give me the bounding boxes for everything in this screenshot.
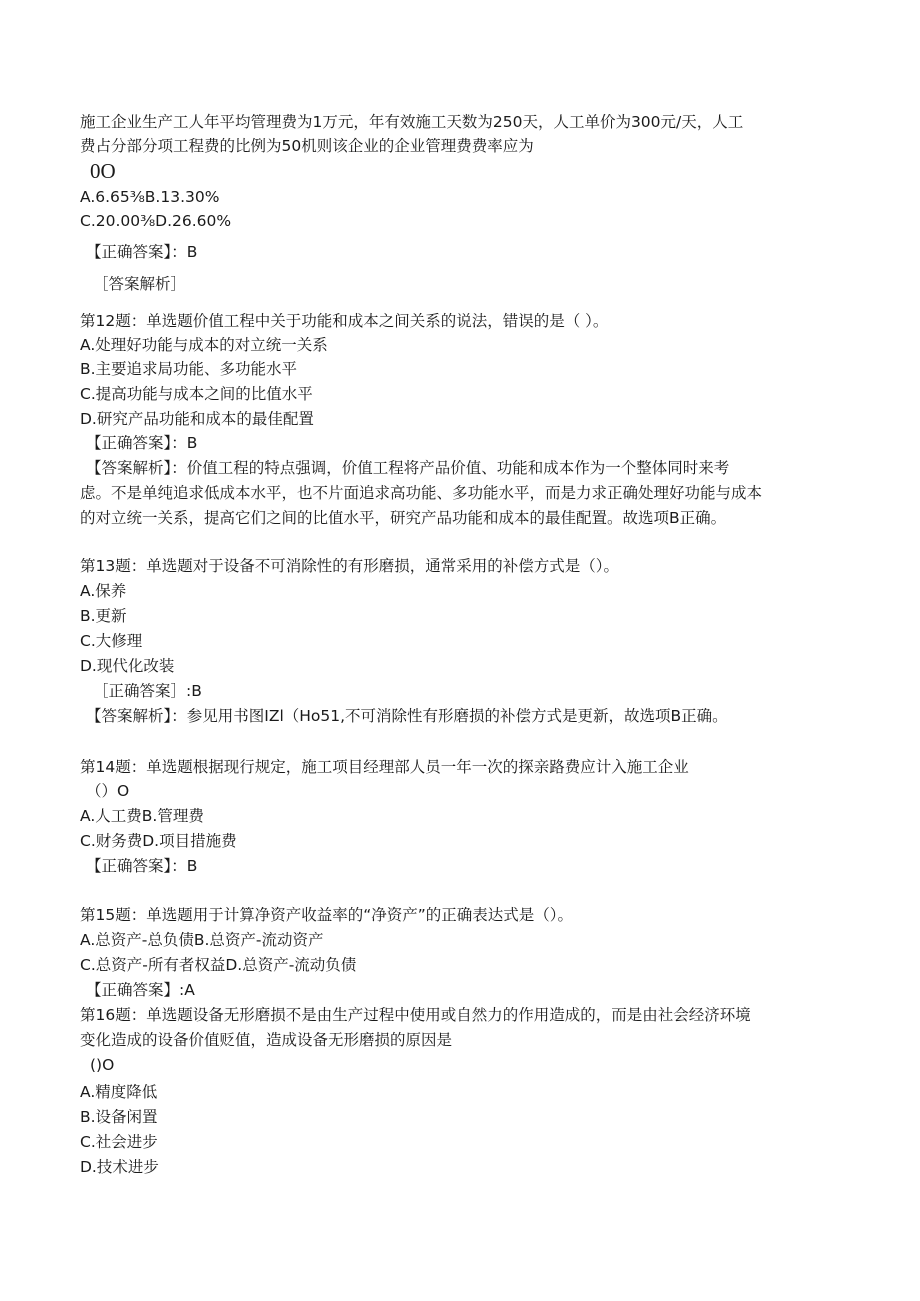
q14-options-line-1: A.人工费B.管理费 [80, 807, 204, 825]
q16-option-b: B.设备闲置 [80, 1108, 158, 1126]
q16-stem-line-1: 第16题：单选题设备无形磨损不是由生产过程中使用或自然力的作用造成的，而是由社会经济环境 [80, 1006, 751, 1024]
q14-stem: 第14题：单选题根据现行规定，施工项目经理部人员一年一次的探亲路费应计入施工企业 [80, 758, 689, 776]
q11-options-line-1: A.6.65⅜B.13.30% [80, 188, 220, 206]
q16-option-c: C.社会进步 [80, 1133, 158, 1151]
q15-options-line-2: C.总资产-所有者权益D.总资产-流动负债 [80, 956, 357, 974]
q11-correct-answer: 【正确答案】：B [86, 243, 198, 261]
q15-stem: 第15题：单选题用于计算净资产收益率的“净资产”的正确表达式是（）。 [80, 906, 574, 924]
q12-analysis-line-1: 【答案解析】：价值工程的特点强调，价值工程将产品价值、功能和成本作为一个整体同时来考 [86, 459, 730, 477]
q11-stem-line-1: 施工企业生产工人年平均管理费为1万元，年有效施工天数为250天，人工单价为300元/天，人工 [80, 113, 744, 131]
q12-option-c: C.提高功能与成本之间的比值水平 [80, 385, 313, 403]
q13-option-b: B.更新 [80, 607, 127, 625]
q15-correct-answer: 【正确答案】:A [86, 981, 195, 999]
q16-stem-line-2: 变化造成的设备价值贬值，造成设备无形磨损的原因是 [80, 1031, 453, 1049]
q13-option-d: D.现代化改装 [80, 657, 175, 675]
q11-answer-parenthesis: 0O [90, 159, 116, 183]
q14-options-line-2: C.财务费D.项目措施费 [80, 832, 237, 850]
q12-option-a: A.处理好功能与成本的对立统一关系 [80, 336, 328, 354]
q12-correct-answer: 【正确答案】：B [86, 434, 198, 452]
q11-stem-line-2: 费占分部分项工程费的比例为50机则该企业的企业管理费费率应为 [80, 137, 534, 155]
q11-options-line-2: C.20.00⅜D.26.60% [80, 212, 232, 230]
q13-stem: 第13题：单选题对于设备不可消除性的有形磨损，通常采用的补偿方式是（）。 [80, 557, 619, 575]
q13-analysis: 【答案解析】：参见用书图IZl（Ho51,不可消除性有形磨损的补偿方式是更新，故选项B正确。 [86, 707, 728, 725]
q16-option-d: D.技术进步 [80, 1158, 159, 1176]
q14-correct-answer: 【正确答案】：B [86, 857, 198, 875]
q12-option-d: D.研究产品功能和成本的最佳配置 [80, 410, 314, 428]
q16-answer-parenthesis: ()O [90, 1056, 115, 1074]
q16-option-a: A.精度降低 [80, 1083, 158, 1101]
q12-analysis-line-2: 虑。不是单纯追求低成本水平，也不片面追求高功能、多功能水平，而是力求正确处理好功能与成本 [80, 484, 763, 502]
q13-correct-answer: ［正确答案］:B [93, 682, 202, 700]
q12-analysis-line-3: 的对立统一关系，提高它们之间的比值水平，研究产品功能和成本的最佳配置。故选项B正确。 [80, 509, 727, 527]
q13-option-a: A.保养 [80, 582, 127, 600]
q12-option-b: B.主要追求局功能、多功能水平 [80, 360, 298, 378]
q11-analysis-label: ［答案解析］ [93, 275, 187, 293]
q14-answer-parenthesis: （）O [86, 782, 130, 800]
q12-stem: 第12题：单选题价值工程中关于功能和成本之间关系的说法，错误的是（ ）。 [80, 312, 609, 330]
q15-options-line-1: A.总资产-总负债B.总资产-流动资产 [80, 931, 324, 949]
q13-option-c: C.大修理 [80, 632, 143, 650]
